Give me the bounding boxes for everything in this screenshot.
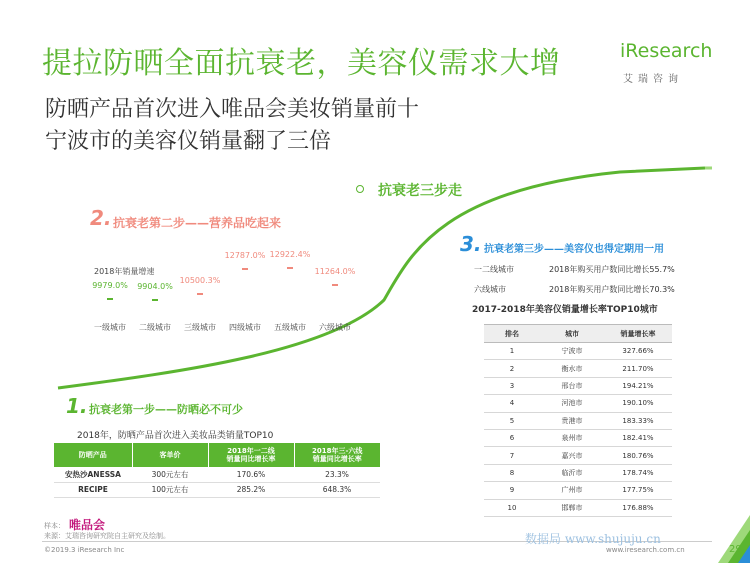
city-tier-label: 一级城市: [94, 323, 126, 332]
table-cell: 3: [484, 377, 540, 394]
table-cell: 宁波市: [540, 343, 604, 360]
top10-table-title: 2017-2018年美容仪销量增长率TOP10城市: [472, 305, 658, 315]
sample-label: 样本：: [44, 522, 65, 530]
table-cell: 河池市: [540, 395, 604, 412]
copyright: ©2019.3 iResearch Inc: [44, 546, 125, 554]
table-cell: 194.21%: [604, 377, 672, 394]
growth-value-label: 9979.0%: [92, 281, 128, 291]
table-cell: 100元左右: [132, 482, 208, 497]
step1-number: 1.: [66, 394, 88, 418]
sunscreen-table-title: 2018年，防晒产品首次进入美妆品类销量TOP10: [77, 431, 274, 441]
table-cell: 178.74%: [604, 464, 672, 481]
growth-value-label: 9904.0%: [137, 281, 173, 291]
table-cell: RECIPE: [54, 482, 132, 497]
table-cell: 邯郸市: [540, 499, 604, 516]
column-header: 城市: [540, 325, 604, 343]
table-cell: 170.6%: [208, 467, 294, 482]
column-header: 客单价: [132, 443, 208, 467]
column-header: 防晒产品: [54, 443, 132, 467]
city-tier-label: 四级城市: [229, 323, 261, 332]
table-cell: 邢台市: [540, 377, 604, 394]
city-tier-label: 五级城市: [274, 323, 306, 332]
table-cell: 嘉兴市: [540, 447, 604, 464]
website-link[interactable]: www.iresearch.com.cn: [606, 546, 685, 554]
table-cell: 临沂市: [540, 464, 604, 481]
step3-row-tier: 一二线城市: [474, 265, 514, 274]
sample-name: 唯品会: [69, 518, 106, 532]
column-header: 2018年一二线 销量同比增长率: [208, 443, 294, 467]
page-number: 29: [729, 544, 742, 555]
table-cell: 1: [484, 343, 540, 360]
table-cell: 176.88%: [604, 499, 672, 516]
growth-value-label: 11264.0%: [314, 267, 356, 277]
goal-label: 抗衰老三步走: [378, 183, 462, 199]
column-header: 排名: [484, 325, 540, 343]
step3-row-text: 2018年购买用户数同比增长70.3%: [549, 285, 675, 294]
logo-chinese: 艾瑞咨询: [623, 74, 683, 85]
page-subtitle-line2: 宁波市的美容仪销量翻了三倍: [45, 129, 332, 154]
logo-wordmark: iResearch: [620, 40, 713, 62]
table-cell: 泉州市: [540, 429, 604, 446]
table-cell: 9: [484, 482, 540, 499]
table-cell: 5: [484, 412, 540, 429]
table-cell: 贵港市: [540, 412, 604, 429]
step3-row-text: 2018年购买用户数同比增长55.7%: [549, 265, 675, 274]
table-cell: 182.41%: [604, 429, 672, 446]
table-cell: 285.2%: [208, 482, 294, 497]
column-header: 销量增长率: [604, 325, 672, 343]
table-cell: 327.66%: [604, 343, 672, 360]
table-cell: 7: [484, 447, 540, 464]
step2-number: 2.: [90, 206, 112, 230]
page-subtitle-line1: 防晒产品首次进入唯品会美妆销量前十: [45, 97, 420, 122]
table-cell: 183.33%: [604, 412, 672, 429]
table-cell: 211.70%: [604, 360, 672, 377]
table-cell: 4: [484, 395, 540, 412]
growth-value-label: 12922.4%: [269, 249, 311, 259]
table-cell: 8: [484, 464, 540, 481]
step2-metric-label: 2018年销量增速: [94, 267, 155, 276]
step3-label: 抗衰老第三步——美容仪也得定期用一用: [484, 244, 664, 255]
growth-value-label: 12787.0%: [224, 251, 266, 261]
table-cell: 安热沙ANESSA: [54, 467, 132, 482]
page-title: 提拉防晒全面抗衰老，美容仪需求大增: [42, 46, 561, 81]
watermark: 数据局 www.shujuju.cn: [525, 532, 661, 546]
city-tier-label: 三级城市: [184, 323, 216, 332]
step3-row-tier: 六线城市: [474, 285, 506, 294]
growth-value-label: 10500.3%: [179, 275, 221, 285]
column-header: 2018年三-六线 销量同比增长率: [294, 443, 380, 467]
table-cell: 23.3%: [294, 467, 380, 482]
city-tier-label: 二级城市: [139, 323, 171, 332]
table-cell: 衡水市: [540, 360, 604, 377]
table-cell: 2: [484, 360, 540, 377]
table-cell: 648.3%: [294, 482, 380, 497]
city-tier-label: 六级城市: [319, 323, 351, 332]
table-cell: 6: [484, 429, 540, 446]
step3-number: 3.: [460, 232, 482, 256]
table-cell: 10: [484, 499, 540, 516]
table-cell: 177.75%: [604, 482, 672, 499]
step2-label: 抗衰老第二步——营养品吃起来: [113, 216, 282, 230]
table-cell: 190.10%: [604, 395, 672, 412]
source-note: 来源：艾瑞咨询研究院自主研究及绘制。: [44, 532, 170, 540]
table-cell: 300元左右: [132, 467, 208, 482]
table-cell: 180.76%: [604, 447, 672, 464]
table-cell: 广州市: [540, 482, 604, 499]
step1-label: 抗衰老第一步——防晒必不可少: [89, 403, 243, 416]
